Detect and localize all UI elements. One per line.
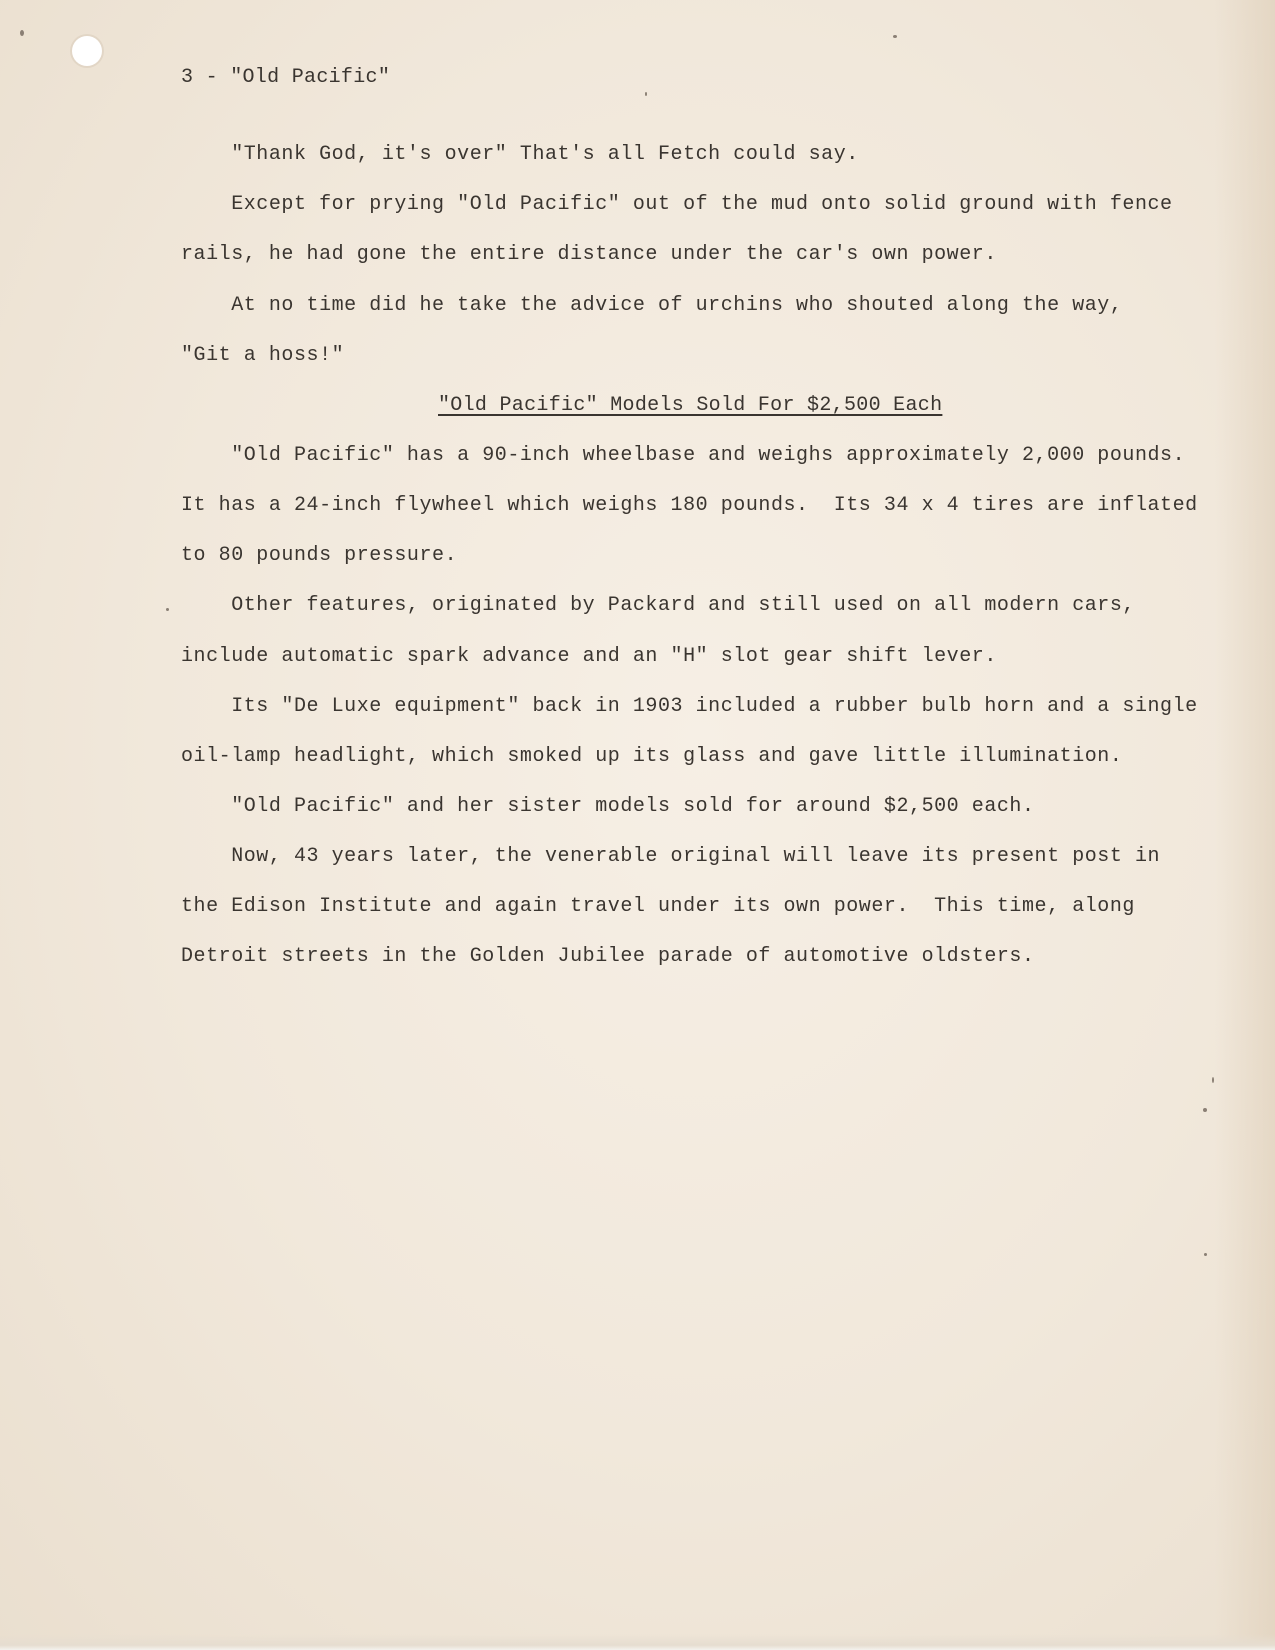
paragraph-line: rails, he had gone the entire distance under the car's own power. bbox=[181, 243, 997, 266]
paper-speck bbox=[893, 35, 897, 38]
paragraph-line: Now, 43 years later, the venerable original will leave its present post in bbox=[181, 845, 1161, 868]
section-subheading: "Old Pacific" Models Sold For $2,500 Each bbox=[438, 394, 943, 417]
paragraph-line: "Old Pacific" and her sister models sold for around $2,500 each. bbox=[181, 795, 1035, 818]
paper-speck bbox=[166, 608, 169, 611]
paragraph-line: Other features, originated by Packard and still used on all modern cars, bbox=[181, 594, 1135, 617]
paragraph-line: It has a 24-inch flywheel which weighs 180 pounds. Its 34 x 4 tires are inflated bbox=[181, 494, 1198, 517]
punch-hole bbox=[72, 36, 102, 66]
paragraph-line: Detroit streets in the Golden Jubilee parade of automotive oldsters. bbox=[181, 945, 1035, 968]
paragraph-line: Except for prying "Old Pacific" out of the mud onto solid ground with fence bbox=[181, 193, 1173, 216]
paragraph-line: Its "De Luxe equipment" back in 1903 included a rubber bulb horn and a single bbox=[181, 695, 1198, 718]
paragraph-line: to 80 pounds pressure. bbox=[181, 544, 458, 567]
paper-speck bbox=[1203, 1108, 1207, 1112]
paper-speck bbox=[645, 92, 647, 96]
paper-speck bbox=[20, 30, 24, 36]
paragraph-line: "Thank God, it's over" That's all Fetch could say. bbox=[181, 143, 859, 166]
paragraph-line: oil-lamp headlight, which smoked up its glass and gave little illumination. bbox=[181, 745, 1123, 768]
page-bottom-edge bbox=[0, 1634, 1275, 1650]
paragraph-line: "Git a hoss!" bbox=[181, 344, 345, 367]
paragraph-line: include automatic spark advance and an "H" slot gear shift lever. bbox=[181, 645, 997, 668]
paragraph-line: "Old Pacific" has a 90-inch wheelbase and weighs approximately 2,000 pounds. bbox=[181, 444, 1186, 467]
paragraph-line: the Edison Institute and again travel under its own power. This time, along bbox=[181, 895, 1135, 918]
page-edge-shadow bbox=[1215, 0, 1275, 1650]
paper-speck bbox=[1204, 1253, 1207, 1256]
paper-speck bbox=[1212, 1077, 1214, 1083]
page-header: 3 - "Old Pacific" bbox=[181, 66, 391, 89]
paragraph-line: At no time did he take the advice of urchins who shouted along the way, bbox=[181, 294, 1123, 317]
